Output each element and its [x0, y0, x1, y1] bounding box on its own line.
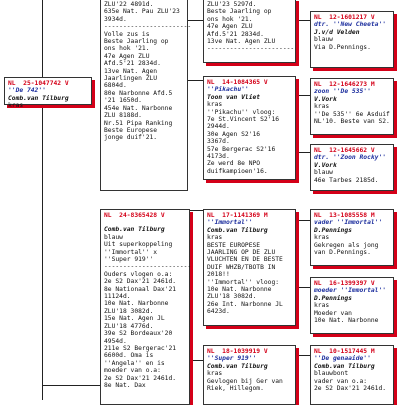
ring-number: NL 16-1399397 V: [314, 280, 375, 287]
connector-line: [188, 80, 203, 81]
ring-number: NL 25-1047742 V: [8, 80, 69, 87]
sire-note-line: 13ve Nat. Agen: [104, 67, 158, 75]
dss-note-line: van D.Pennings.: [314, 249, 371, 257]
dam-note-line: -----------------------: [104, 263, 192, 271]
sire-note-line: 3934d.: [104, 15, 127, 23]
ds-note-line: DUIF WHZB/TBOTB IN: [207, 263, 276, 271]
pigeon-nickname: vader ''Immortal'': [314, 219, 383, 227]
dam-note-line: ZLU'18 3082d.: [104, 307, 154, 315]
ds-note-line: BESTE EUROPESE: [207, 241, 261, 249]
sire-note-line: Beste Jaarling op: [104, 38, 169, 46]
connector-line: [296, 287, 310, 288]
dd-note-line: Riek, Hillegom.: [207, 385, 264, 393]
ss-note-line: ons hok '21.: [207, 15, 253, 23]
connector-line: [296, 20, 310, 21]
pedigree-card-dam[interactable]: [100, 209, 190, 405]
owner-name: Comb.van Tilburg: [104, 226, 165, 234]
owner-name: J.v/d Velden: [314, 28, 360, 36]
dam-note-line: 2e S2 Dax'21 2461d.: [104, 278, 177, 286]
dsd-note-line: kras: [314, 302, 330, 310]
sire-note-line: -----------------------: [104, 23, 192, 31]
sd-note-line: Ze werd 8e NPO: [207, 160, 261, 168]
sire-note-line: 635e Nat. Pau ZLU'23: [104, 8, 180, 16]
pigeon-nickname: ''Pikachu'': [207, 86, 249, 94]
dsd-note-line: Moeder van: [314, 309, 352, 317]
dam-note-line: ''Angela'' en is: [104, 359, 165, 367]
sire-note-line: ons hok '21.: [104, 45, 150, 53]
dam-note-line: Uit superkoppeling: [104, 241, 173, 249]
pedigree-card-sire-dam[interactable]: [203, 76, 296, 180]
pigeon-nickname: ''Super 919'': [207, 355, 257, 363]
owner-name: D.Pennings: [314, 294, 352, 302]
dam-note-line: 10e Nat. Narbonne: [104, 300, 169, 308]
sds-note-line: blauw: [314, 169, 333, 177]
pedigree-card-sire-sire-sire[interactable]: [310, 11, 394, 68]
pedigree-card-subject[interactable]: [4, 77, 92, 110]
pigeon-nickname: ''De genaaide'': [314, 355, 371, 363]
ss-note-line: -----------------------: [207, 45, 295, 53]
owner-name: Comb.van Tilburg: [207, 362, 268, 370]
pigeon-nickname: dtr. ''New Cheeta'': [314, 21, 387, 29]
connector-line: [188, 20, 203, 21]
owner-name: V.Vork: [314, 161, 337, 169]
ds-note-line: JAARLING OP DE ZLU: [207, 249, 276, 257]
ds-note-line: 6423d.: [207, 308, 230, 316]
owner-name: Toon van Vliet: [207, 93, 261, 101]
sire-note-line: ZLU'22 4891d.: [104, 1, 154, 8]
sire-note-line: 454e Nat. Narbonne: [104, 104, 173, 112]
connector-line: [296, 95, 310, 96]
owner-name: Comb.van Tilburg: [207, 226, 268, 234]
pedigree-card-dam-sire-sire[interactable]: [310, 209, 394, 266]
dam-note-line: moeder van o.a:: [104, 367, 161, 375]
dds-note-line: vader van o.a:: [314, 377, 368, 385]
connector-line: [296, 355, 310, 356]
ring-number: NL 24-8365428 V: [104, 212, 165, 219]
ss-note-line: Afd.5'21 2834d.: [207, 30, 264, 38]
pigeon-nickname: moeder ''Immortal'': [314, 287, 387, 295]
sd-note-line: 57e Bergerac S2'16: [207, 145, 276, 153]
ss-note-line: ZLU'23 5297d.: [207, 1, 257, 8]
sire-note-line: Beste Europese: [104, 126, 158, 134]
dss-note-line: Gekregen als jong: [314, 241, 379, 249]
ring-number: NL 12-1645662 V: [314, 147, 375, 154]
connector-line: [42, 0, 43, 78]
dam-note-line: 11124d.: [104, 293, 131, 301]
ds-note-line: 2018!!: [207, 271, 230, 279]
pedigree-card-sire-sire[interactable]: [203, 0, 296, 63]
connector-line: [190, 210, 203, 211]
sire-note-line: Afd.5'21 2834d.: [104, 60, 161, 68]
pigeon-nickname: ''De 742'': [8, 87, 46, 95]
dam-note-line: Ouders vlogen o.a:: [104, 270, 173, 278]
dd-note-line: kras: [207, 370, 223, 378]
sd-note-line: 7e St.Vincent S2'16: [207, 116, 280, 124]
sire-note-line: '21 1650d.: [104, 97, 142, 105]
owner-name: Comb.van Tilburg: [8, 94, 69, 102]
ds-note-line: VLUCHTEN EN DE BESTE: [207, 256, 283, 264]
dam-note-line: blauw: [104, 233, 123, 241]
ring-number: NL 17-1141369 M: [207, 212, 268, 219]
pedigree-card-sire-dam-sire[interactable]: [310, 144, 394, 191]
pedigree-card-dam-sire-dam[interactable]: [310, 277, 394, 334]
connector-line: [42, 105, 43, 400]
connector-line: [190, 360, 203, 361]
sire-notes: [104, 1, 192, 142]
sd-note-line: 3367d.: [207, 138, 230, 146]
sire-note-line: Nr.51 Pipa Ranking: [104, 119, 173, 127]
connector-line: [42, 385, 100, 386]
dam-note-line: 8e Nationaal Dax'21: [104, 285, 177, 293]
dam-note-line: 8e Nat. Dax: [104, 381, 146, 389]
ss-note-line: 47e Agen ZLU: [207, 23, 253, 31]
sds-note-line: 46e Tarbes 2185d.: [314, 176, 379, 184]
ssd-note-line: NL'10. Beste van S2.: [314, 118, 390, 126]
sd-note-line: duifkampioen'16.: [207, 167, 268, 175]
owner-name: V.Vork: [314, 95, 337, 103]
pigeon-nickname: dtr. ''Zoon Rocky'': [314, 154, 387, 162]
pigeon-nickname: zoon ''De 535'': [314, 88, 371, 96]
ss-note-line: 13ve Nat. Agen ZLU: [207, 38, 276, 46]
dam-note-line: 211e S2 Bergerac'21: [104, 344, 177, 352]
ds-note-line: ''Immortal'' vloog:: [207, 278, 280, 286]
ring-number: NL 18-1039919 V: [207, 348, 268, 355]
sire-note-line: Volle zus is: [104, 30, 150, 38]
ring-number: NL 13-1085558 M: [314, 212, 375, 219]
sd-note-line: 2944d.: [207, 123, 230, 131]
dam-note-line: 2e S2 Dax'21 2461d.: [104, 374, 177, 382]
dd-note-line: Gevlogen bij Ger van: [207, 377, 283, 385]
sd-note-line: 30e Agen S2'16: [207, 130, 261, 138]
pedigree-card-sire[interactable]: [100, 0, 192, 191]
sire-note-line: 47e Agen ZLU: [104, 52, 150, 60]
ssd-note-line: kras: [314, 103, 330, 111]
sire-note-line: 80e Narbonne Afd.5: [104, 89, 173, 97]
pigeon-nickname: ''Immortal'': [207, 219, 253, 227]
sd-note-line: kras: [207, 101, 223, 109]
dam-note-line: ''Immortal'' x: [104, 248, 158, 256]
dss-note-line: kras: [314, 234, 330, 242]
sire-note-line: jonge duif'21.: [104, 134, 158, 142]
dsd-note-line: 10e Nat. Narbonne: [314, 317, 379, 325]
ds-note-line: kras: [207, 234, 223, 242]
dam-note-line: 6600d. Oma is: [104, 352, 154, 360]
pedigree-card-dam-dam[interactable]: [203, 345, 296, 405]
sd-note-line: ''Pikachu'' vloog:: [207, 108, 276, 116]
dam-note-line: 15e Nat. Agen JL: [104, 315, 165, 323]
connector-line: [296, 220, 310, 221]
color-line: kras: [8, 102, 24, 110]
dam-note-line: 4954d.: [104, 337, 127, 345]
connector-line: [296, 152, 310, 153]
pedigree-card-dam-dam-sire[interactable]: [310, 345, 394, 405]
dam-note-line: ''Super 919'': [104, 256, 154, 264]
ds-note-line: ZLU'18 3082d.: [207, 293, 257, 301]
dds-note-line: blauwbont: [314, 370, 349, 378]
ds-note-line: 10e Nat. Narbonne: [207, 286, 272, 294]
sire-note-line: Jaarlingen ZLU: [104, 75, 158, 83]
ds-note-line: 26e Int. Narbonne JL: [207, 300, 283, 308]
pedigree-card-sire-sire-dam[interactable]: [310, 78, 394, 135]
owner-name: Comb.van Tilburg: [314, 362, 375, 370]
dam-note-line: 39e S2 Bordeaux'20: [104, 330, 173, 338]
sd-note-line: 4173d.: [207, 153, 230, 161]
owner-name: D.Pennings: [314, 226, 352, 234]
sire-note-line: ZLU 8188d.: [104, 112, 142, 120]
ring-number: NL 12-1601217 V: [314, 14, 375, 21]
ssd-note-line: ''De 535'' 6e Asduif: [314, 110, 390, 118]
pedigree-card-dam-sire[interactable]: [203, 209, 296, 326]
dam-note-line: ZLU'18 4776d.: [104, 322, 154, 330]
ring-number: NL 12-1646273 M: [314, 81, 375, 88]
sss-note-line: Via D.Pennings.: [314, 43, 371, 51]
ss-note-line: Beste Jaarling op: [207, 8, 272, 16]
ring-number: NL 10-1517445 M: [314, 348, 375, 355]
ring-number: NL 14-1084365 V: [207, 79, 268, 86]
dds-note-line: 2e S2 Dax'21 2461d.: [314, 385, 387, 393]
sire-note-line: 6804d.: [104, 82, 127, 90]
sss-note-line: blauw: [314, 36, 333, 44]
